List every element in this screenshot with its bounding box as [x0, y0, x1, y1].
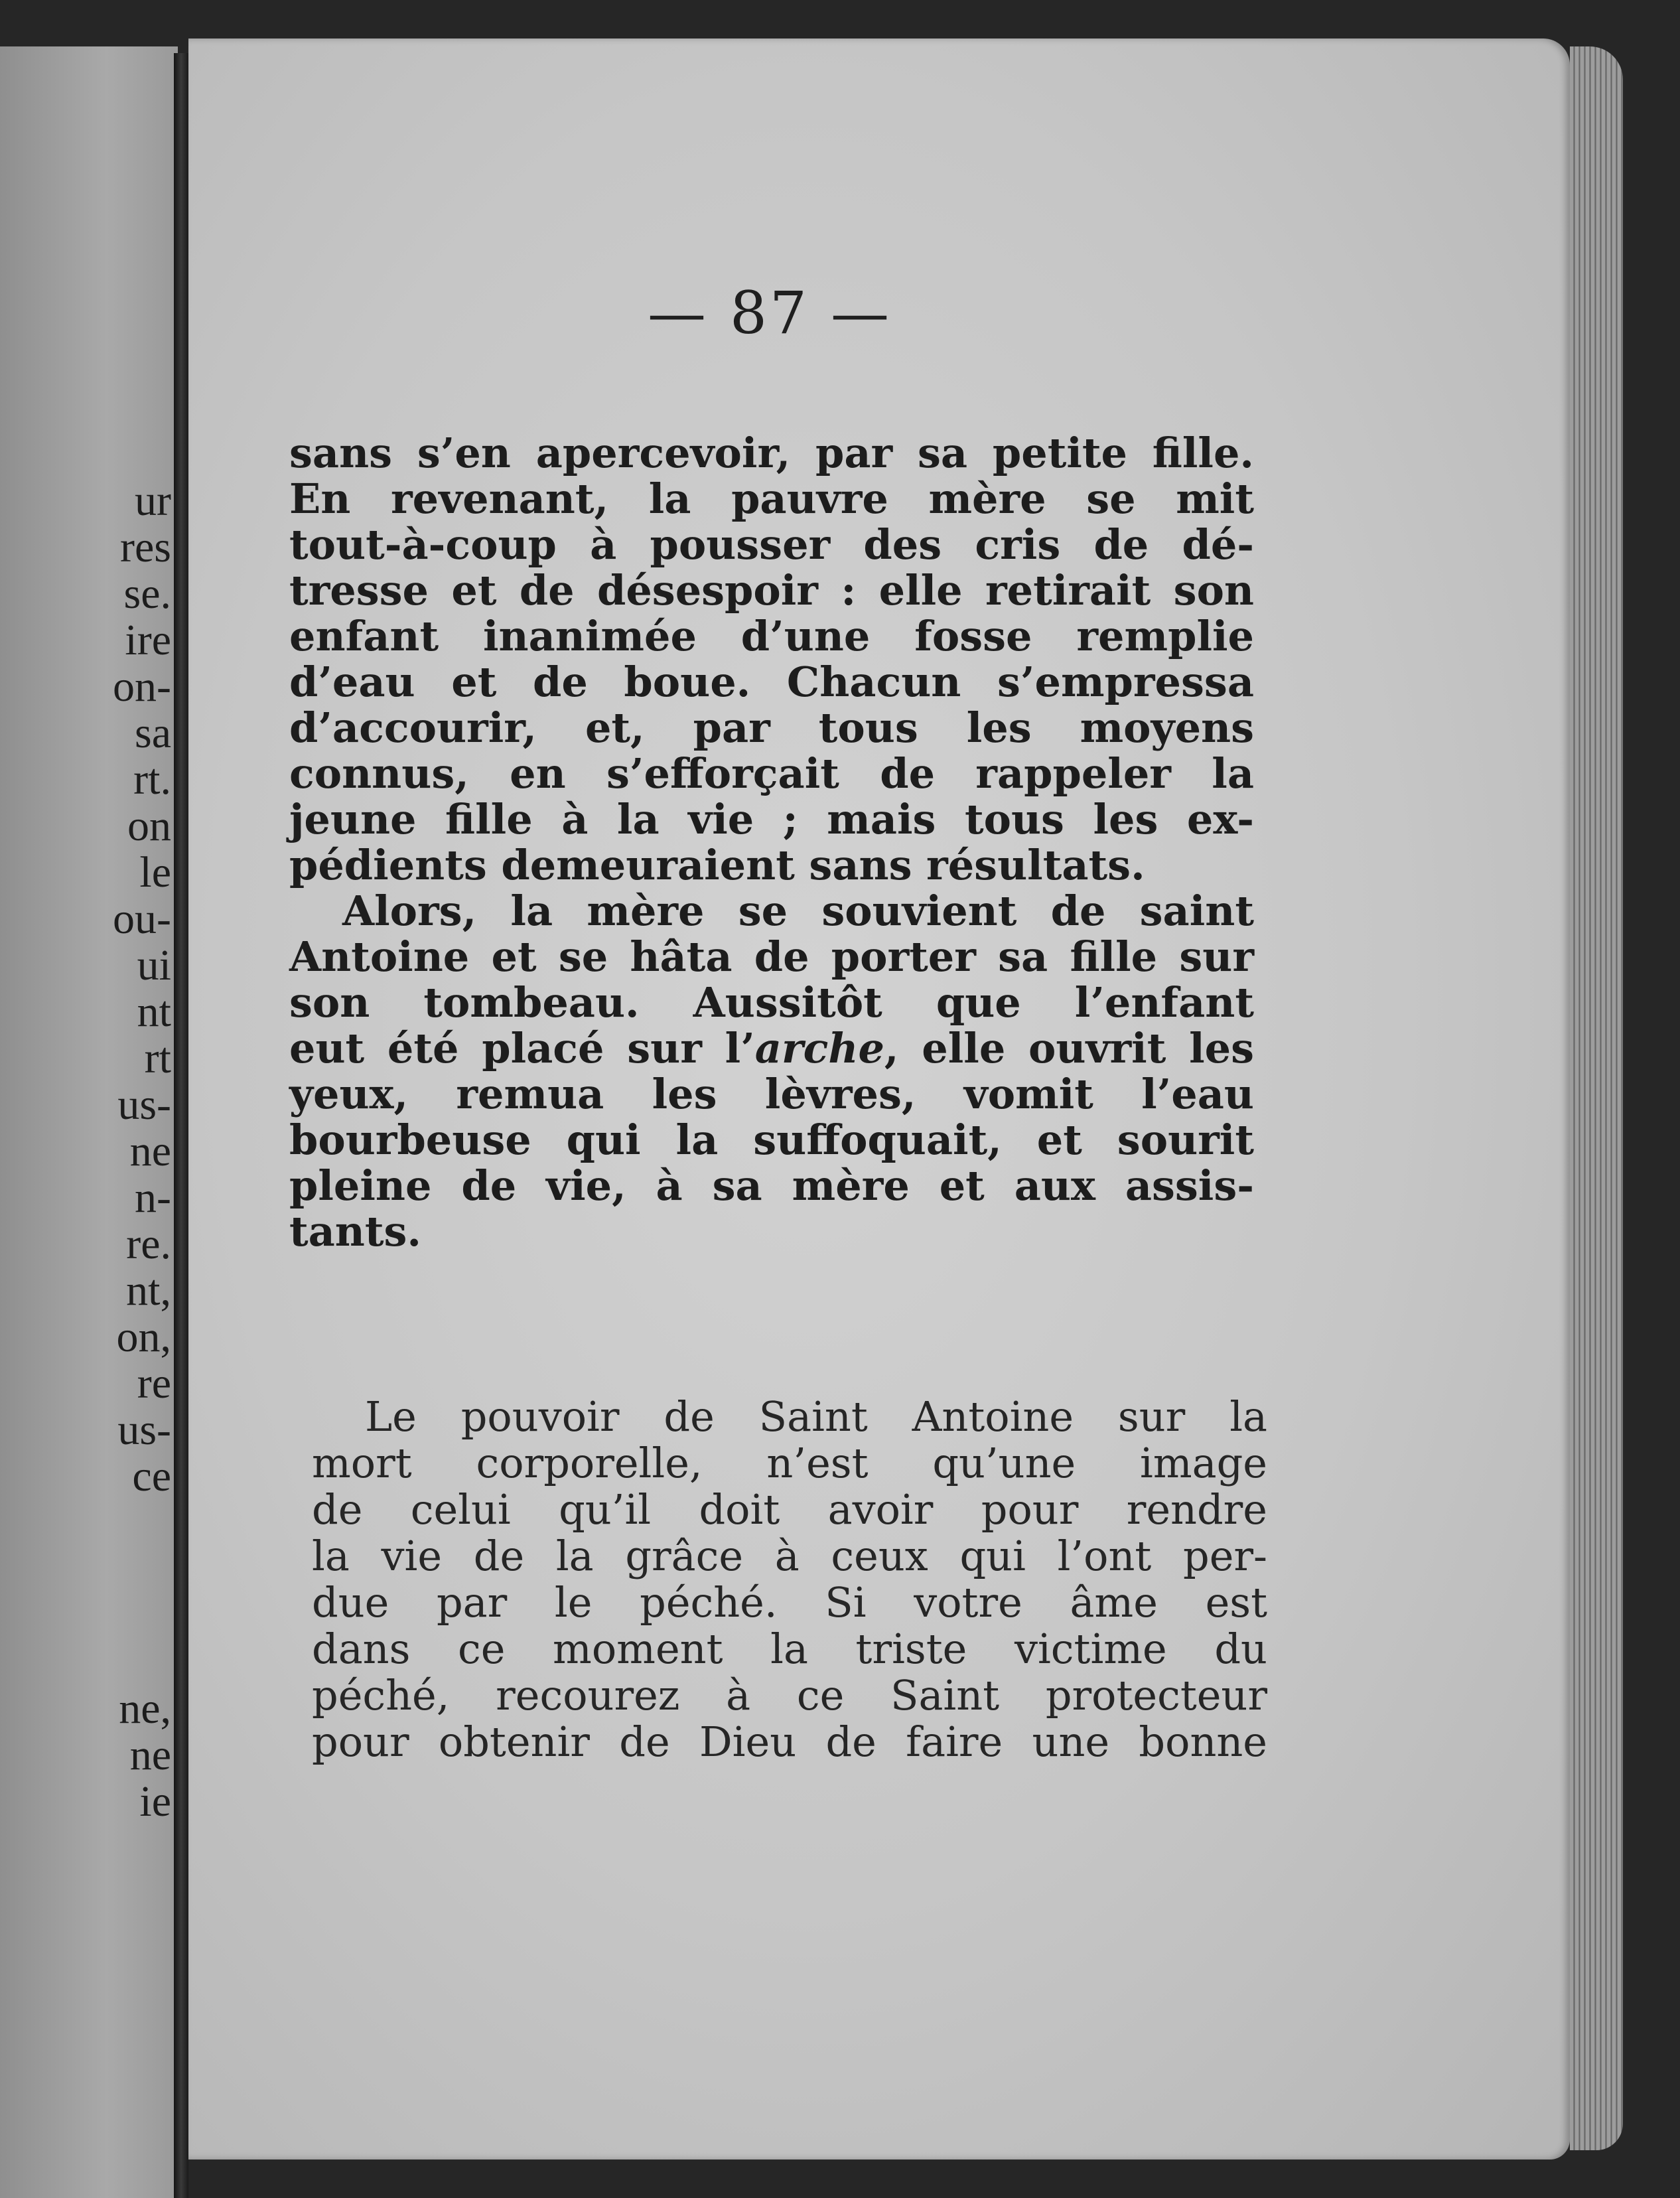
- fragment-line: re.: [126, 1220, 171, 1268]
- fragment-line: ui: [137, 941, 171, 989]
- text-line: péché, recourez à ce Saint protecteur: [312, 1671, 1267, 1720]
- fragment-gap: [0, 1500, 171, 1686]
- text-line-with-italic: [289, 1025, 1254, 1071]
- fragment-line: on-: [113, 662, 171, 711]
- text-line: tresse et de désespoir : elle retirait son: [289, 566, 1254, 615]
- fragment-line: on,: [116, 1313, 171, 1361]
- narrative-text: [289, 430, 1254, 1254]
- fragment-line: sa: [135, 709, 171, 757]
- text-line: tants.: [289, 1207, 422, 1256]
- text-line: sans s’en apercevoir, par sa petite fille.: [289, 429, 1254, 477]
- text-line: pleine de vie, à sa mère et aux assis-: [289, 1161, 1254, 1210]
- text-line: Alors, la mère se souvient de saint: [342, 887, 1254, 935]
- text-line: Antoine et se hâta de porter sa fille sur: [289, 932, 1254, 981]
- book-gutter: [174, 53, 188, 2198]
- fragment-line: ne,: [119, 1684, 171, 1733]
- fragment-line: us-: [117, 1406, 171, 1454]
- fragment-line: ne: [129, 1127, 171, 1175]
- fragment-line: se.: [123, 569, 171, 618]
- previous-page-line-endings: [0, 478, 171, 1825]
- fragment-line: ur: [135, 476, 171, 525]
- fragment-line: on: [127, 802, 171, 850]
- text-line: dans ce moment la triste victime du: [312, 1625, 1267, 1673]
- page-fore-edge: [1570, 46, 1623, 2150]
- text-line: connus, en s’efforçait de rappeler la: [289, 749, 1254, 798]
- fragment-line: rt.: [133, 755, 171, 804]
- fragment-line: nt,: [126, 1266, 171, 1315]
- text-line: Le pouvoir de Saint Antoine sur la: [365, 1392, 1267, 1441]
- italic-word: arche: [754, 1024, 884, 1072]
- text-line: mort corporelle, n’est qu’une image: [312, 1439, 1267, 1487]
- text-line: pédients demeuraient sans résultats.: [289, 841, 1145, 889]
- reflection-text: [312, 1394, 1267, 1765]
- text-line: d’accourir, et, par tous les moyens: [289, 703, 1254, 752]
- page-number: — 87 —: [648, 279, 892, 347]
- fragment-line: ou-: [113, 895, 171, 943]
- text-line: d’eau et de boue. Chacun s’empressa: [289, 658, 1254, 706]
- text-line: de celui qu’il doit avoir pour rendre: [312, 1485, 1267, 1534]
- text-line: due par le péché. Si votre âme est: [312, 1578, 1267, 1627]
- fragment-line: le: [139, 848, 171, 897]
- text-line: jeune fille à la vie ; mais tous les ex-: [289, 795, 1254, 843]
- text-line: son tombeau. Aussitôt que l’enfant: [289, 978, 1254, 1027]
- fragment-line: rt: [144, 1034, 171, 1082]
- fragment-line: res: [120, 523, 171, 571]
- text-line: pour obtenir de Dieu de faire une bonne: [312, 1718, 1267, 1766]
- fragment-line: ce: [132, 1452, 171, 1501]
- fragment-line: ne: [129, 1731, 171, 1779]
- fragment-line: us-: [117, 1080, 171, 1129]
- text-run: eut été placé sur l’: [289, 1024, 755, 1072]
- text-line: enfant inanimée d’une fosse remplie: [289, 612, 1254, 660]
- fragment-line: ire: [125, 616, 171, 664]
- fragment-line: nt: [137, 988, 171, 1036]
- text-run: , elle ouvrit les: [884, 1024, 1254, 1072]
- text-line: yeux, remua les lèvres, vomit l’eau: [289, 1070, 1254, 1118]
- previous-page-fragment: [0, 46, 178, 2198]
- text-line: En revenant, la pauvre mère se mit: [289, 475, 1254, 523]
- fragment-line: re: [137, 1359, 171, 1408]
- text-line: tout-à-coup à pousser des cris de dé-: [289, 520, 1254, 569]
- text-line: bourbeuse qui la suffoquait, et sourit: [289, 1116, 1254, 1164]
- text-line: la vie de la grâce à ceux qui l’ont per-: [312, 1532, 1267, 1580]
- fragment-line: ie: [139, 1777, 171, 1826]
- fragment-line: n-: [135, 1173, 171, 1222]
